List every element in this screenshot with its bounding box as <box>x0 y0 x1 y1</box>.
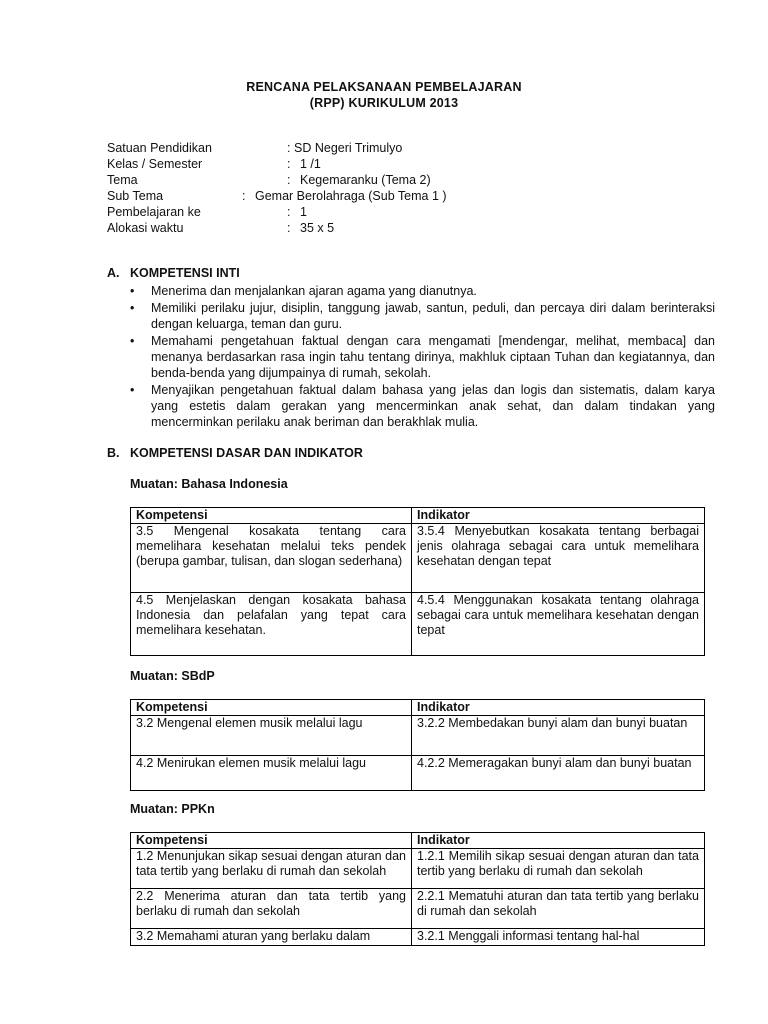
list-item <box>130 382 715 430</box>
identity-colon: : <box>287 157 291 171</box>
table-bahasa-indonesia <box>130 507 705 656</box>
indikator-cell: 3.2.2 Membedakan bunyi alam dan bunyi buatan <box>412 716 705 756</box>
identity-label: Alokasi waktu <box>107 221 184 235</box>
list-item <box>130 283 715 299</box>
bullet-icon: • <box>130 334 135 348</box>
identity-value: 1 <box>300 205 307 219</box>
section-a-heading <box>107 266 240 280</box>
indikator-cell: 3.5.4 Menyebutkan kosakata tentang berbagai jenis olahraga sebagai cara untuk memelihara kesehatan dengan tepat <box>412 524 705 593</box>
identity-colon: : <box>287 205 291 219</box>
indikator-cell: 2.2.1 Mematuhi aturan dan tata tertib yang berlaku di rumah dan sekolah <box>412 889 705 929</box>
bullet-icon: • <box>130 301 135 315</box>
identity-colon: : <box>287 173 291 187</box>
identity-label: Kelas / Semester <box>107 157 203 171</box>
table-ppkn <box>130 832 705 946</box>
indikator-cell: 4.2.2 Memeragakan bunyi alam dan bunyi buatan <box>412 756 705 791</box>
table-row <box>131 716 705 756</box>
kompetensi-cell: 4.2 Menirukan elemen musik melalui lagu <box>131 756 412 791</box>
column-header-kompetensi: Kompetensi <box>131 508 412 524</box>
column-header-indikator: Indikator <box>412 700 705 716</box>
column-header-indikator: Indikator <box>412 833 705 849</box>
identity-label: Pembelajaran ke <box>107 205 201 219</box>
list-item <box>130 333 715 381</box>
identity-colon: : <box>242 189 246 203</box>
section-b-heading <box>107 446 363 460</box>
table-row <box>131 756 705 791</box>
bullet-icon: • <box>130 284 135 298</box>
table-row <box>131 524 705 593</box>
list-item-text: Menyajikan pengetahuan faktual dalam bahasa yang jelas dan logis dan sistematis, dalam karya yang estetis dalam gerakan yang mencerminkan anak sehat, dan dalam tindakan yang mencerminkan perilaku anak beriman dan berakhlak mulia. <box>151 383 715 429</box>
table-header-row <box>131 833 705 849</box>
list-item-text: Menerima dan menjalankan ajaran agama yang dianutnya. <box>151 284 477 298</box>
list-item-text: Memiliki perilaku jujur, disiplin, tanggung jawab, santun, peduli, dan percaya diri dalam berinteraksi dengan keluarga, teman dan guru. <box>151 301 715 331</box>
indikator-cell: 3.2.1 Menggali informasi tentang hal-hal <box>412 929 705 946</box>
identity-value: Gemar Berolahraga (Sub Tema 1 ) <box>255 189 447 203</box>
identity-colon: : <box>287 141 291 155</box>
column-header-kompetensi: Kompetensi <box>131 700 412 716</box>
identity-value: 35 x 5 <box>300 221 335 235</box>
document-subtitle: (RPP) KURIKULUM 2013 <box>309 96 459 110</box>
column-header-kompetensi: Kompetensi <box>131 833 412 849</box>
muatan-sbdp-title: Muatan: SBdP <box>130 669 215 683</box>
document-title: RENCANA PELAKSANAAN PEMBELAJARAN <box>246 80 522 94</box>
identity-value: 1 /1 <box>300 157 321 171</box>
list-item <box>130 300 715 332</box>
table-header-row <box>131 508 705 524</box>
kompetensi-cell: 3.2 Memahami aturan yang berlaku dalam <box>131 929 412 946</box>
identity-label: Tema <box>107 173 138 187</box>
table-header-row <box>131 700 705 716</box>
table-row <box>131 849 705 889</box>
bullet-icon: • <box>130 383 135 397</box>
identity-colon: : <box>287 221 291 235</box>
section-title: KOMPETENSI DASAR DAN INDIKATOR <box>130 446 363 460</box>
muatan-ppkn-title: Muatan: PPKn <box>130 802 215 816</box>
indikator-cell: 4.5.4 Menggunakan kosakata tentang olahraga sebagai cara untuk memelihara kesehatan dengan tepat <box>412 593 705 656</box>
identity-label: Sub Tema <box>107 189 164 203</box>
kompetensi-cell: 4.5 Menjelaskan dengan kosakata bahasa Indonesia dan pelafalan yang tepat cara memelihara kesehatan. <box>131 593 412 656</box>
kompetensi-cell: 3.2 Mengenal elemen musik melalui lagu <box>131 716 412 756</box>
table-row <box>131 593 705 656</box>
kompetensi-inti-list <box>130 283 715 431</box>
section-letter: A. <box>107 266 120 280</box>
section-letter: B. <box>107 446 120 460</box>
kompetensi-cell: 1.2 Menunjukan sikap sesuai dengan aturan dan tata tertib yang berlaku di rumah dan sekolah <box>131 849 412 889</box>
indikator-cell: 1.2.1 Memilih sikap sesuai dengan aturan dan tata tertib yang berlaku di rumah dan sekolah <box>412 849 705 889</box>
muatan-bahasa-indonesia-title: Muatan: Bahasa Indonesia <box>130 477 288 491</box>
kompetensi-cell: 3.5 Mengenal kosakata tentang cara memelihara kesehatan melalui teks pendek (berupa gambar, tulisan, dan slogan sederhana) <box>131 524 412 593</box>
table-row <box>131 889 705 929</box>
table-sbdp <box>130 699 705 791</box>
list-item-text: Memahami pengetahuan faktual dengan cara mengamati [mendengar, melihat, membaca] dan menanya berdasarkan rasa ingin tahu tentang dirinya, makhluk ciptaan Tuhan dan kegiatannya, dan benda-benda yang dijumpainya di rumah, sekolah. <box>151 334 715 380</box>
identity-value: Kegemaranku (Tema 2) <box>300 173 431 187</box>
identity-label: Satuan Pendidikan <box>107 141 212 155</box>
kompetensi-cell: 2.2 Menerima aturan dan tata tertib yang berlaku di rumah dan sekolah <box>131 889 412 929</box>
identity-value: SD Negeri Trimulyo <box>294 141 403 155</box>
table-row <box>131 929 705 946</box>
column-header-indikator: Indikator <box>412 508 705 524</box>
section-title: KOMPETENSI INTI <box>130 266 240 280</box>
